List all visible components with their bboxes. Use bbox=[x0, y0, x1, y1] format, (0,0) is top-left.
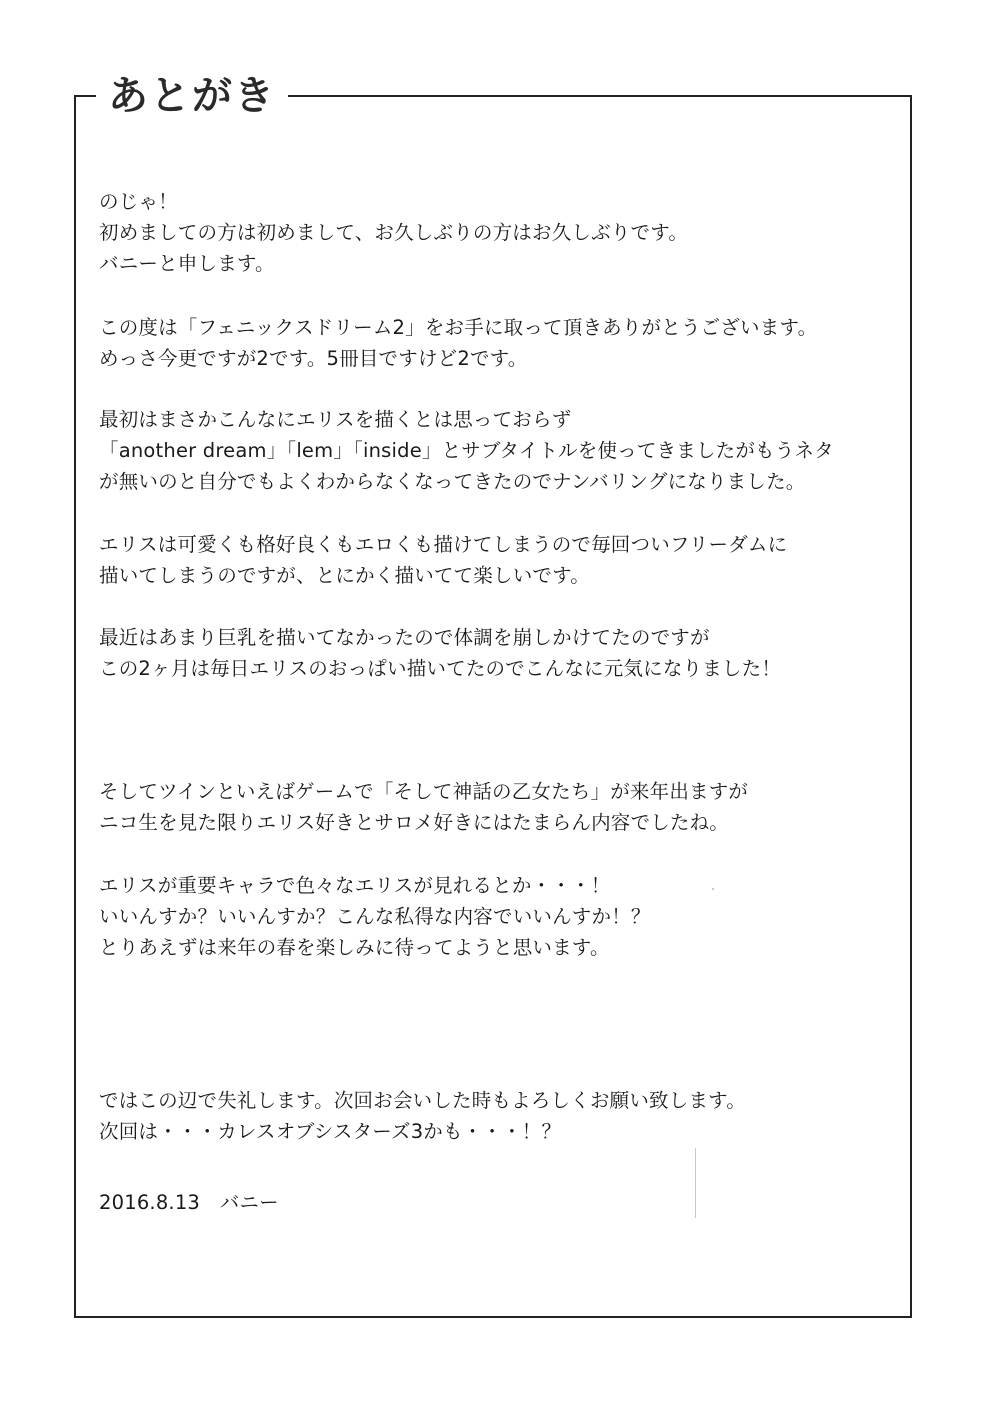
paragraph-recent bbox=[99, 622, 889, 684]
text-line: いいんすか？いいんすか？こんな私得な内容でいいんすか！？ bbox=[99, 905, 651, 928]
paragraph-thanks bbox=[99, 312, 889, 374]
page-title: あとがき bbox=[108, 73, 276, 119]
text-line: ニコ生を見た限りエリス好きとサロメ好きにはたまらん内容でしたね。 bbox=[99, 811, 730, 834]
title-box bbox=[96, 66, 288, 126]
text-line: が無いのと自分でもよくわからなくなってきたのでナンバリングになりました。 bbox=[99, 470, 806, 493]
text-line: 最近はあまり巨乳を描いてなかったので体調を崩しかけてたのですが bbox=[99, 626, 710, 649]
paragraph-closing bbox=[99, 1085, 889, 1147]
text-line: とりあえずは来年の春を楽しみに待ってようと思います。 bbox=[99, 936, 610, 959]
text-line: そしてツインといえばゲームで「そして神話の乙女たち」が来年出ますが bbox=[99, 780, 749, 803]
text-line: バニーと申します。 bbox=[99, 252, 275, 275]
text-line: 初めましての方は初めまして、お久しぶりの方はお久しぶりです。 bbox=[99, 221, 689, 244]
text-line: 2016.8.13 バニー bbox=[99, 1191, 279, 1214]
signature-date bbox=[99, 1187, 889, 1218]
text-line: 「another dream」「lem」「inside」とサブタイトルを使ってきましたがもうネタ bbox=[99, 439, 834, 462]
text-line: エリスは可愛くも格好良くもエロくも描けてしまうので毎回ついフリーダムに bbox=[99, 533, 788, 556]
scan-artifact bbox=[712, 888, 714, 890]
text-line: この度は「フェニックスドリーム2」をお手に取って頂きありがとうございます。 bbox=[99, 316, 818, 339]
text-line: エリスが重要キャラで色々なエリスが見れるとか・・・！ bbox=[99, 874, 611, 897]
paragraph-subtitles bbox=[99, 404, 889, 497]
scan-artifact bbox=[695, 1148, 696, 1218]
paragraph-excitement bbox=[99, 870, 889, 963]
paragraph-greeting bbox=[99, 186, 889, 279]
text-line: のじゃ！ bbox=[99, 190, 178, 213]
text-line: めっさ今更ですが2です。5冊目ですけど2です。 bbox=[99, 347, 528, 370]
text-line: 最初はまさかこんなにエリスを描くとは思っておらず bbox=[99, 408, 572, 431]
text-line: ではこの辺で失礼します。次回お会いした時もよろしくお願い致します。 bbox=[99, 1089, 746, 1112]
text-line: この2ヶ月は毎日エリスのおっぱい描いてたのでこんなに元気になりました！ bbox=[99, 657, 782, 680]
text-line: 描いてしまうのですが、とにかく描いてて楽しいです。 bbox=[99, 564, 590, 587]
paragraph-eris bbox=[99, 529, 889, 591]
paragraph-game bbox=[99, 776, 889, 838]
text-line: 次回は・・・カレスオブシスターズ3かも・・・！？ bbox=[99, 1120, 562, 1143]
